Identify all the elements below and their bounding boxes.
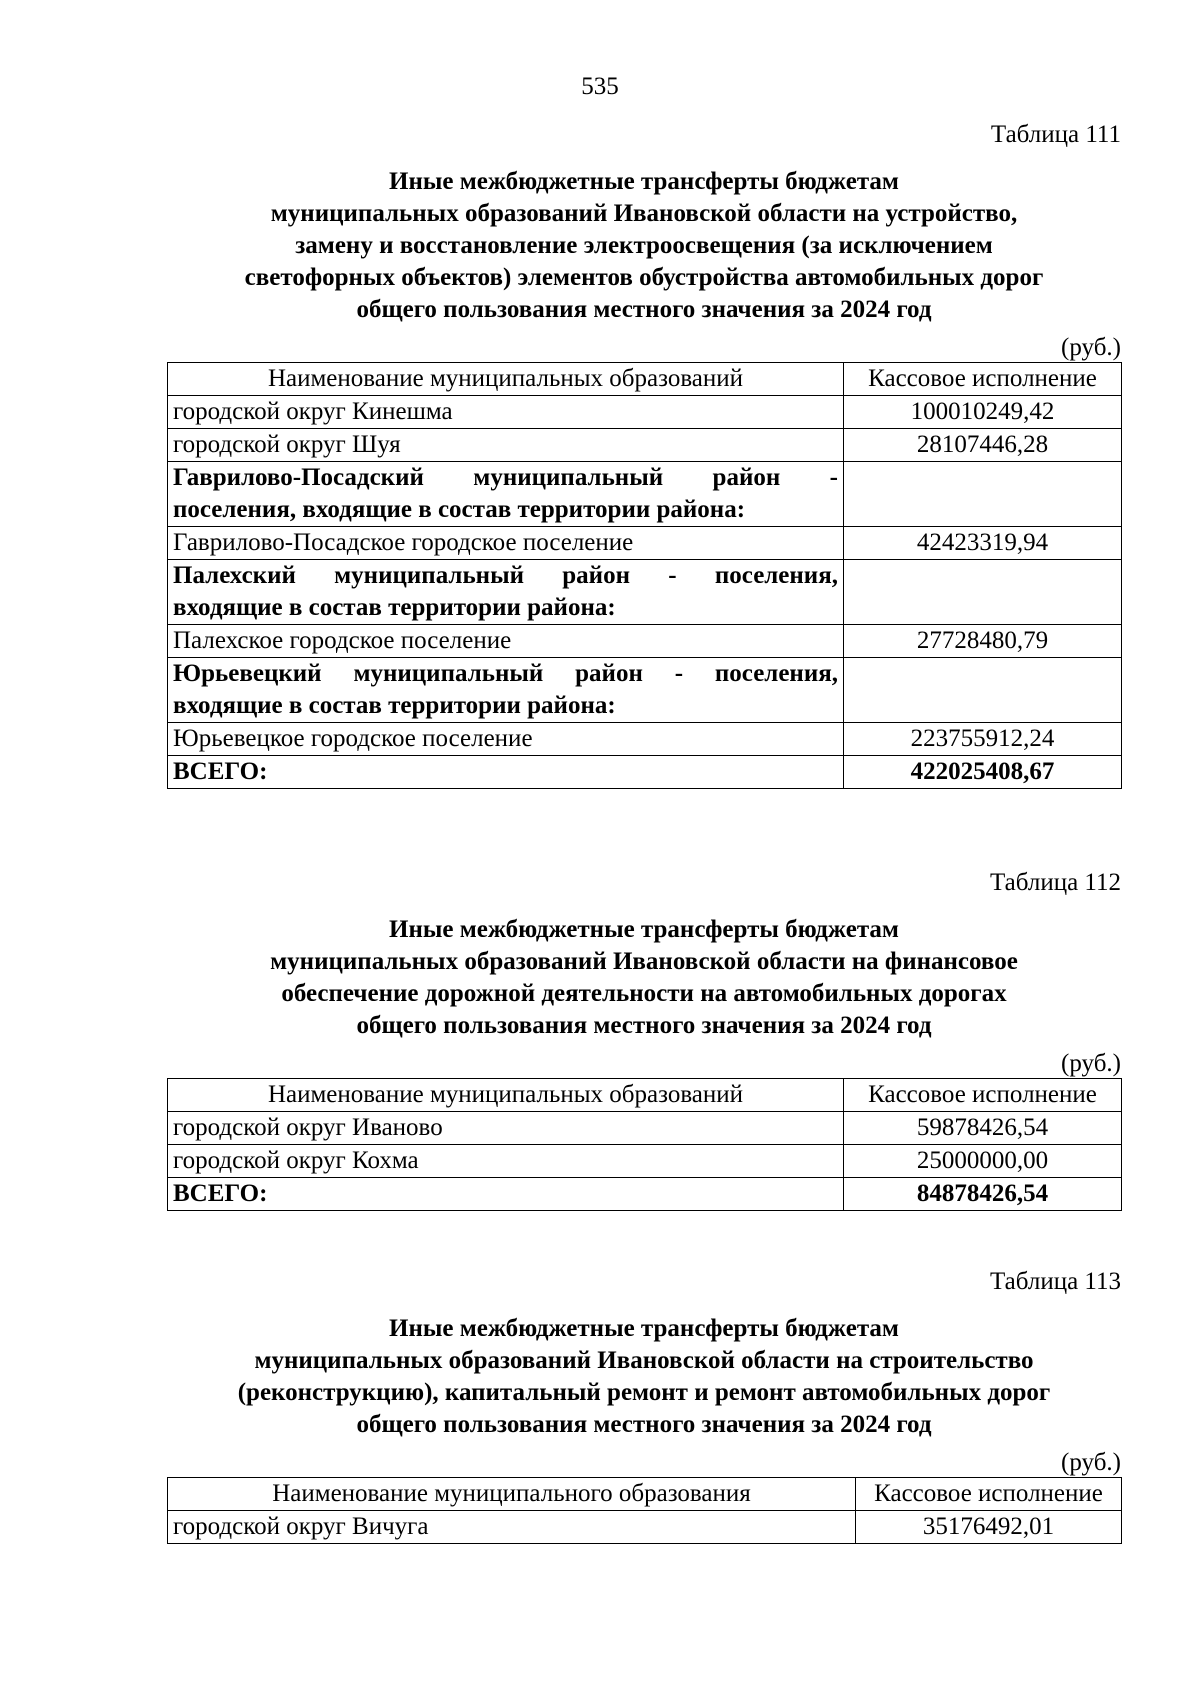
table-title bbox=[167, 166, 1121, 326]
row-name: городской округ Кинешма bbox=[168, 396, 844, 429]
group-name bbox=[168, 560, 844, 625]
row-name: городской округ Кохма bbox=[168, 1145, 844, 1178]
table-row bbox=[168, 1112, 1122, 1145]
row-value: 223755912,24 bbox=[844, 723, 1122, 756]
group-name-line: Гаврилово-Посадский муниципальный район - bbox=[173, 464, 838, 491]
table-111-block bbox=[167, 120, 1121, 789]
unit-label: (руб.) bbox=[1061, 1050, 1121, 1077]
group-name bbox=[168, 462, 844, 527]
group-name-line: Юрьевецкий муниципальный район - поселения, bbox=[173, 660, 838, 687]
column-header-name: Наименование муниципальных образований bbox=[168, 1079, 844, 1112]
group-row bbox=[168, 560, 1122, 625]
row-name: Гаврилово-Посадское городское поселение bbox=[168, 527, 844, 560]
row-value: 42423319,94 bbox=[844, 527, 1122, 560]
table-number: Таблица 112 bbox=[990, 869, 1121, 896]
row-name: городской округ Шуя bbox=[168, 429, 844, 462]
table-title bbox=[167, 914, 1121, 1042]
column-header-value: Кассовое исполнение bbox=[844, 363, 1122, 396]
group-name-line: входящие в состав территории района: bbox=[173, 692, 616, 719]
table-row bbox=[168, 1145, 1122, 1178]
row-value: 27728480,79 bbox=[844, 625, 1122, 658]
column-header-value: Кассовое исполнение bbox=[856, 1478, 1122, 1511]
total-row bbox=[168, 1178, 1122, 1211]
total-value: 422025408,67 bbox=[844, 756, 1122, 789]
data-table bbox=[167, 362, 1122, 789]
column-header-name: Наименование муниципальных образований bbox=[168, 363, 844, 396]
table-number: Таблица 111 bbox=[990, 121, 1121, 148]
title-line: муниципальных образований Ивановской области на строительство bbox=[254, 1347, 1034, 1374]
table-header-row bbox=[168, 1079, 1122, 1112]
row-name: Палехское городское поселение bbox=[168, 625, 844, 658]
table-row bbox=[168, 1511, 1122, 1544]
title-line: светофорных объектов) элементов обустройства автомобильных дорог bbox=[244, 264, 1044, 291]
table-number: Таблица 113 bbox=[990, 1268, 1121, 1295]
row-value: 100010249,42 bbox=[844, 396, 1122, 429]
row-name: городской округ Вичуга bbox=[168, 1511, 856, 1544]
table-title bbox=[167, 1313, 1121, 1441]
total-value: 84878426,54 bbox=[844, 1178, 1122, 1211]
title-line: муниципальных образований Ивановской области на устройство, bbox=[270, 200, 1018, 227]
title-line: общего пользования местного значения за 2024 год bbox=[356, 296, 932, 323]
group-row bbox=[168, 658, 1122, 723]
table-112-block bbox=[167, 868, 1121, 1211]
table-header-row bbox=[168, 363, 1122, 396]
group-name-line: входящие в состав территории района: bbox=[173, 594, 616, 621]
group-row bbox=[168, 462, 1122, 527]
page-number: 535 bbox=[581, 73, 619, 100]
table-row bbox=[168, 625, 1122, 658]
title-line: (реконструкцию), капитальный ремонт и ремонт автомобильных дорог bbox=[237, 1379, 1051, 1406]
title-line: Иные межбюджетные трансферты бюджетам bbox=[389, 1315, 899, 1342]
total-label: ВСЕГО: bbox=[168, 756, 844, 789]
row-value bbox=[844, 658, 1122, 723]
title-line: муниципальных образований Ивановской области на финансовое bbox=[270, 948, 1018, 975]
group-name-line: Палехский муниципальный район - поселения, bbox=[173, 562, 838, 589]
row-value: 28107446,28 bbox=[844, 429, 1122, 462]
title-line: Иные межбюджетные трансферты бюджетам bbox=[389, 916, 899, 943]
title-line: общего пользования местного значения за 2024 год bbox=[356, 1411, 932, 1438]
table-113-block bbox=[167, 1267, 1121, 1544]
row-value: 59878426,54 bbox=[844, 1112, 1122, 1145]
title-line: обеспечение дорожной деятельности на автомобильных дорогах bbox=[281, 980, 1007, 1007]
unit-label: (руб.) bbox=[1061, 1449, 1121, 1476]
row-value: 25000000,00 bbox=[844, 1145, 1122, 1178]
table-row bbox=[168, 396, 1122, 429]
title-line: замену и восстановление электроосвещения (за исключением bbox=[295, 232, 993, 259]
row-value bbox=[844, 462, 1122, 527]
row-name: Юрьевецкое городское поселение bbox=[168, 723, 844, 756]
group-name bbox=[168, 658, 844, 723]
column-header-name: Наименование муниципального образования bbox=[168, 1478, 856, 1511]
row-value: 35176492,01 bbox=[856, 1511, 1122, 1544]
group-name-line: поселения, входящие в состав территории района: bbox=[173, 496, 746, 523]
total-row bbox=[168, 756, 1122, 789]
table-header-row bbox=[168, 1478, 1122, 1511]
row-name: городской округ Иваново bbox=[168, 1112, 844, 1145]
row-value bbox=[844, 560, 1122, 625]
data-table bbox=[167, 1078, 1122, 1211]
total-label: ВСЕГО: bbox=[168, 1178, 844, 1211]
unit-label: (руб.) bbox=[1061, 334, 1121, 361]
data-table bbox=[167, 1477, 1122, 1544]
title-line: общего пользования местного значения за 2024 год bbox=[356, 1012, 932, 1039]
table-row bbox=[168, 723, 1122, 756]
table-row bbox=[168, 429, 1122, 462]
column-header-value: Кассовое исполнение bbox=[844, 1079, 1122, 1112]
table-row bbox=[168, 527, 1122, 560]
title-line: Иные межбюджетные трансферты бюджетам bbox=[389, 168, 899, 195]
